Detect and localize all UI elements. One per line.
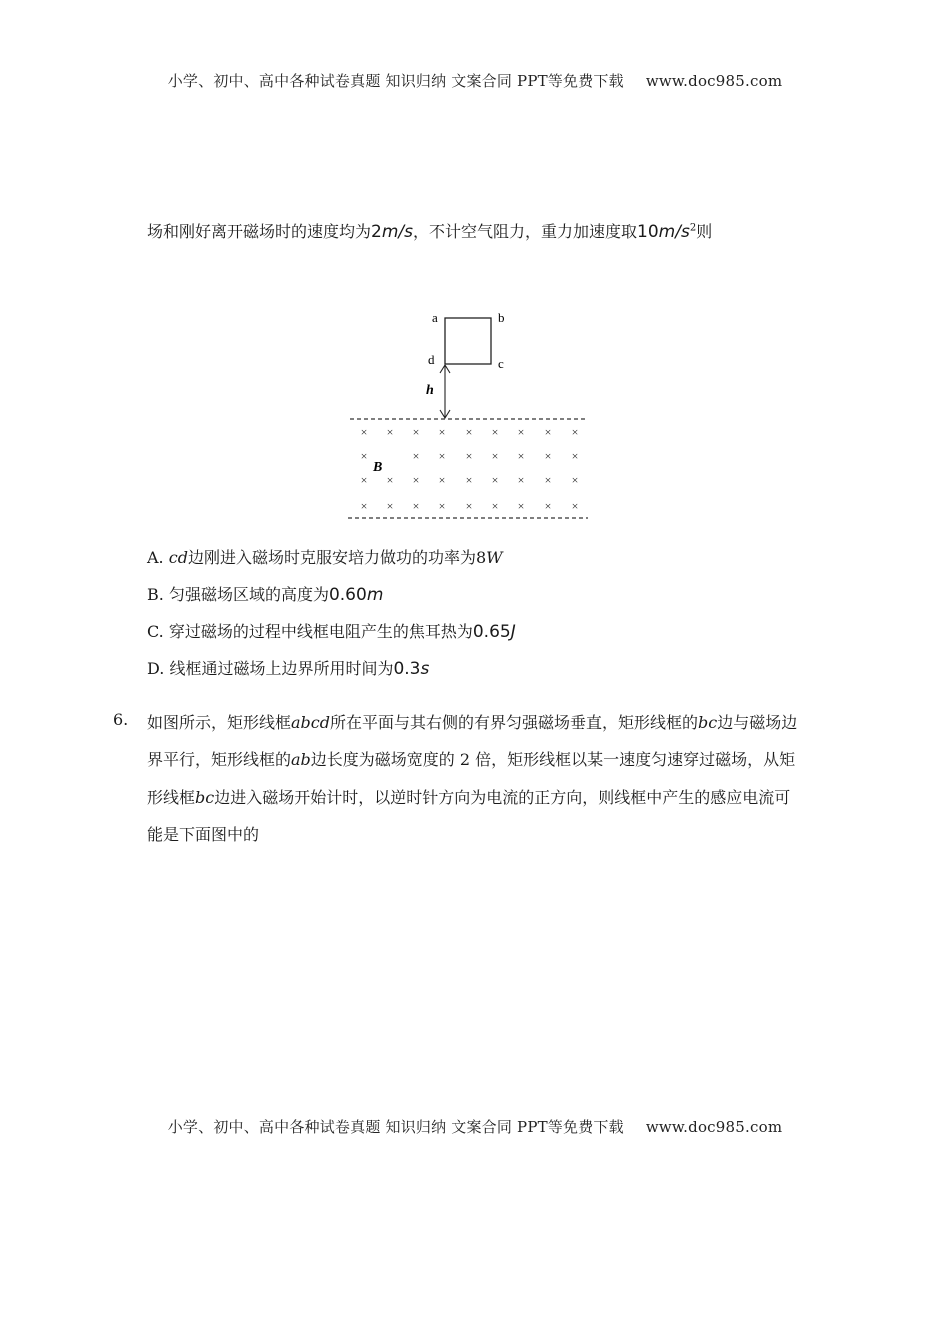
option-a-text: 边刚进入磁场时克服安培力做功的功率为 (187, 548, 476, 567)
field-cross-mark: × (412, 499, 420, 513)
header-url[interactable]: www.doc985.com (645, 72, 783, 90)
corner-a-label: a (432, 310, 438, 325)
coil-frame (445, 318, 491, 364)
option-a-prefix: A. (147, 548, 169, 567)
field-cross-mark: × (571, 473, 579, 487)
q6-line-1 (147, 710, 797, 733)
field-cross-mark: × (517, 473, 525, 487)
q6-line-3 (147, 785, 790, 808)
corner-c-label: c (498, 356, 504, 371)
option-d-unit: s (420, 659, 430, 679)
q6-l1-a: 如图所示，矩形线框 (147, 713, 292, 732)
field-cross-mark: × (517, 425, 525, 439)
field-cross-mark: × (465, 449, 473, 463)
field-cross-mark: × (517, 499, 525, 513)
height-label: h (426, 383, 434, 398)
option-c[interactable] (147, 619, 516, 642)
option-a[interactable] (147, 545, 503, 568)
q6-line-2 (147, 747, 795, 770)
q6-l1-var2: bc (698, 713, 718, 732)
field-cross-mark: × (438, 425, 446, 439)
option-b-prefix: B. (147, 585, 169, 604)
field-cross-mark: × (412, 449, 420, 463)
field-cross-mark: × (491, 425, 499, 439)
option-c-num: 0.65 (472, 622, 511, 642)
field-cross-mark: × (571, 425, 579, 439)
field-cross-mark: × (491, 499, 499, 513)
header-text: 小学、初中、高中各种试卷真题 知识归纳 文案合同 PPT等免费下载 (167, 72, 624, 90)
field-cross-mark: × (438, 499, 446, 513)
q5-v-unit: m/s (381, 222, 413, 242)
field-cross-mark: × (360, 473, 368, 487)
field-cross-mark: × (571, 449, 579, 463)
q6-l2-var: ab (291, 750, 311, 769)
field-cross-mark: × (544, 425, 552, 439)
q6-l2-b: 边长度为磁场宽度的 2 倍，矩形线框以某一速度匀速穿过磁场，从矩 (310, 750, 796, 769)
q6-line-4: 能是下面图中的 (147, 825, 260, 844)
field-cross-mark: × (386, 499, 394, 513)
option-b[interactable] (147, 582, 383, 605)
q6-l1-c: 边与磁场边 (717, 713, 798, 732)
field-cross-mark: × (360, 499, 368, 513)
field-cross-mark: × (544, 473, 552, 487)
q5-continuation (147, 219, 712, 242)
q5-cont-text-3: 则 (696, 222, 713, 241)
option-d-text: 线框通过磁场上边界所用时间为 (169, 659, 394, 678)
corner-b-label: b (498, 310, 505, 325)
q5-g-unit: m/s (658, 222, 690, 242)
field-cross-mark: × (544, 449, 552, 463)
page-header (0, 70, 950, 91)
field-cross-mark: × (412, 425, 420, 439)
field-cross-mark: × (491, 449, 499, 463)
field-label: B (373, 460, 383, 475)
field-cross-mark: × (438, 449, 446, 463)
option-d-num: 0.3 (393, 659, 421, 679)
field-cross-grid (361, 425, 579, 513)
q6-l1-var: abcd (291, 713, 330, 732)
field-cross-mark: × (465, 425, 473, 439)
q6-number: 6. (113, 710, 129, 729)
field-cross-mark: × (465, 499, 473, 513)
q6-l3-var: bc (195, 788, 215, 807)
field-cross-mark: × (517, 449, 525, 463)
q5-g-exp: 2 (689, 222, 697, 234)
q6-l3-a: 形线框 (147, 788, 196, 807)
field-cross-mark: × (571, 499, 579, 513)
q6-l1-b: 所在平面与其右侧的有界匀强磁场垂直，矩形线框的 (330, 713, 699, 732)
option-a-var: cd (168, 548, 188, 567)
field-cross-mark: × (386, 473, 394, 487)
q5-g-num: 10 (637, 222, 659, 242)
corner-d-label: d (428, 352, 435, 367)
field-cross-mark: × (544, 499, 552, 513)
magnetic-field-figure (340, 300, 600, 530)
field-cross-mark: × (491, 473, 499, 487)
option-c-text: 穿过磁场的过程中线框电阻产生的焦耳热为 (168, 622, 473, 641)
q6-l3-b: 边进入磁场开始计时，以逆时针方向为电流的正方向，则线框中产生的感应电流可 (214, 788, 791, 807)
field-cross-mark: × (438, 473, 446, 487)
q5-v-num: 2 (371, 222, 382, 242)
field-cross-mark: × (386, 425, 394, 439)
q5-cont-text-1: 场和刚好离开磁场时的速度均为 (147, 222, 372, 241)
q6-l2-a: 界平行，矩形线框的 (147, 750, 292, 769)
field-cross-mark: × (465, 473, 473, 487)
option-b-text: 匀强磁场区域的高度为 (168, 585, 329, 604)
field-cross-mark: × (360, 449, 368, 463)
option-c-unit: J (510, 622, 516, 642)
option-b-num: 0.60 (328, 585, 367, 605)
footer-url[interactable]: www.doc985.com (645, 1118, 783, 1136)
footer-text: 小学、初中、高中各种试卷真题 知识归纳 文案合同 PPT等免费下载 (167, 1118, 624, 1136)
option-a-unit: W (486, 548, 503, 567)
option-d[interactable] (147, 656, 429, 679)
option-d-prefix: D. (147, 659, 170, 678)
option-c-prefix: C. (147, 622, 169, 641)
option-a-num: 8 (475, 548, 487, 567)
option-b-unit: m (366, 585, 384, 605)
page-footer (0, 1116, 950, 1137)
field-cross-mark: × (360, 425, 368, 439)
field-cross-mark: × (412, 473, 420, 487)
q5-cont-text-2: ，不计空气阻力，重力加速度取 (413, 222, 638, 241)
